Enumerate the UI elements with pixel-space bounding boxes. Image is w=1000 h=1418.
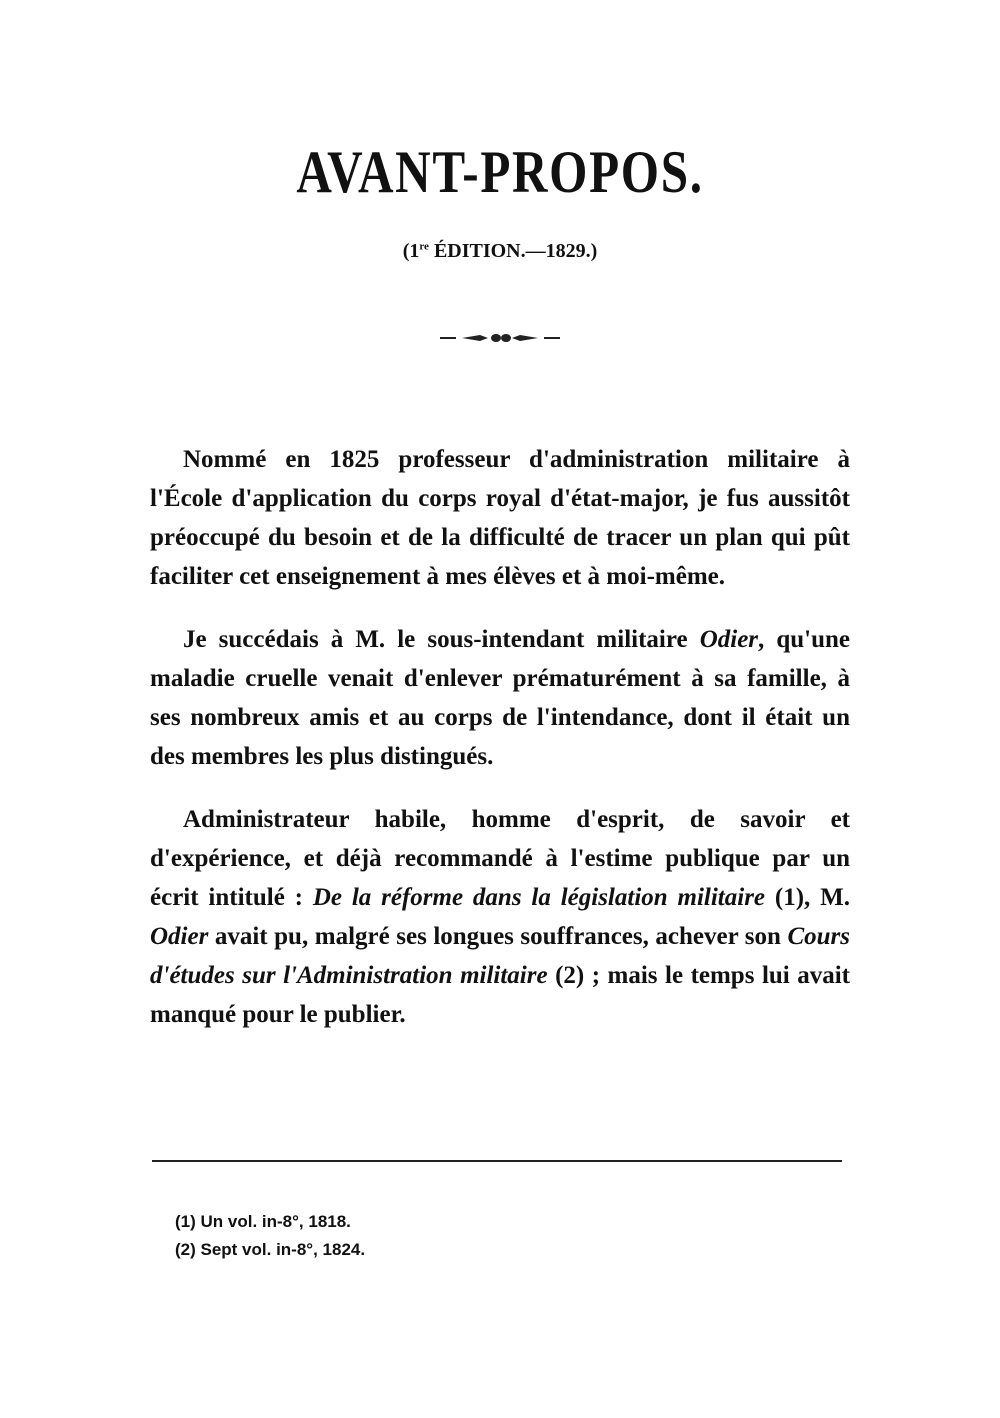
paragraph-3-text-c: avait pu, malgré ses longues souffrances, achever son bbox=[208, 923, 788, 950]
paragraph-2-text-b: , qu'une maladie cruelle venait d'enlever prématurément à sa famille, à ses nombreux amis et au corps de l'intendance, dont il était un des membres les plus distingués. bbox=[150, 626, 850, 770]
footnotes bbox=[175, 1208, 365, 1264]
work-title-reforme: De la réforme dans la législation militaire bbox=[312, 884, 766, 911]
edition-open: (1 bbox=[402, 240, 420, 262]
edition-rest: ÉDITION.—1829.) bbox=[428, 240, 598, 262]
body-text bbox=[150, 440, 850, 1058]
work-title-cours: Cours d'études sur l'Administration militaire bbox=[150, 923, 850, 989]
ornament-rule-icon bbox=[440, 330, 560, 346]
paragraph-3-text-d: (2) ; mais le temps lui avait manqué pour le publier. bbox=[150, 962, 850, 1028]
paragraph-1-text: Nommé en 1825 professeur d'administration militaire à l'École d'application du corps royal d'état-major, je fus aussitôt préoccupé du besoin et de la difficulté de tracer un plan qui pût faciliter cet enseignement à mes élèves et à moi-même. bbox=[150, 446, 850, 590]
edition-subtitle bbox=[0, 240, 1000, 263]
paragraph-3-text-a: Administrateur habile, homme d'esprit, de savoir et d'expérience, et déjà recommandé à l'estime publique par un écrit intitulé : bbox=[150, 806, 850, 911]
edition-sup: re bbox=[419, 240, 429, 253]
paragraph-3-text-b: (1), M. bbox=[765, 884, 850, 911]
odier-name-2: Odier bbox=[150, 923, 209, 950]
footnote-1: (1) Un vol. in-8°, 1818. bbox=[175, 1212, 351, 1231]
paragraph-3 bbox=[150, 800, 850, 1034]
paragraph-2-text-a: Je succédais à M. le sous-intendant militaire bbox=[183, 626, 700, 653]
footnote-divider bbox=[152, 1160, 842, 1162]
odier-name: Odier bbox=[699, 626, 759, 653]
footnote-2: (2) Sept vol. in-8°, 1824. bbox=[175, 1240, 366, 1259]
paragraph-2 bbox=[150, 620, 850, 776]
paragraph-1 bbox=[150, 440, 850, 596]
page-title: AVANT-PROPOS. bbox=[296, 139, 704, 205]
